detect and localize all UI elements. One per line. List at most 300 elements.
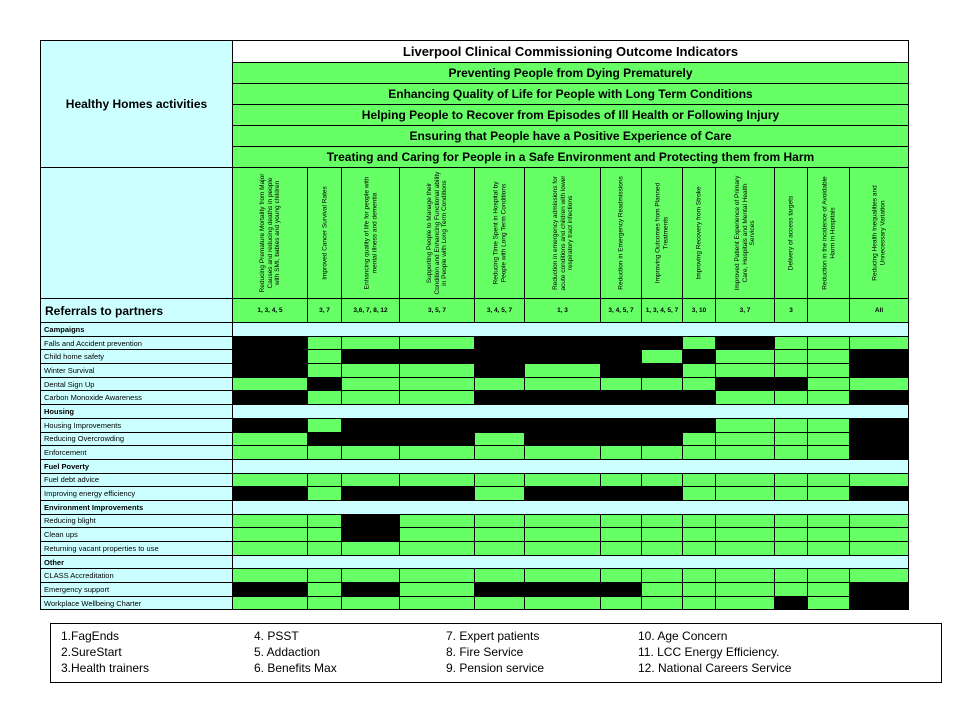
referral-code <box>808 299 850 323</box>
table-row <box>41 514 909 528</box>
table-row <box>41 432 909 446</box>
domain-2: Enhancing Quality of Life for People with Long Term Conditions <box>233 84 909 105</box>
black-cell <box>642 336 683 350</box>
green-cell <box>808 350 850 364</box>
referral-code: 3,6, 7, 8, 12 <box>342 299 400 323</box>
green-cell <box>808 446 850 460</box>
black-cell <box>308 432 342 446</box>
referrals-label: Referrals to partners <box>41 299 233 323</box>
black-cell <box>525 418 601 432</box>
green-cell <box>775 446 808 460</box>
black-cell <box>601 364 642 378</box>
green-cell <box>683 583 716 597</box>
table-row <box>41 446 909 460</box>
activity-label: Clean ups <box>41 528 233 542</box>
green-cell <box>850 569 909 583</box>
green-cell <box>233 596 308 610</box>
green-cell <box>716 542 775 556</box>
black-cell <box>601 487 642 501</box>
black-cell <box>525 487 601 501</box>
black-cell <box>233 583 308 597</box>
black-cell <box>642 432 683 446</box>
green-cell <box>475 542 525 556</box>
green-cell <box>525 596 601 610</box>
green-cell <box>475 446 525 460</box>
green-cell <box>525 364 601 378</box>
black-cell <box>601 391 642 405</box>
green-cell <box>400 583 475 597</box>
legend-item: 4. PSST <box>254 629 299 643</box>
table-row <box>41 583 909 597</box>
green-cell <box>642 583 683 597</box>
black-cell <box>716 377 775 391</box>
black-cell <box>850 391 909 405</box>
black-cell <box>642 391 683 405</box>
green-cell <box>342 596 400 610</box>
green-cell <box>683 528 716 542</box>
green-cell <box>308 542 342 556</box>
black-cell <box>850 364 909 378</box>
domain-1: Preventing People from Dying Prematurely <box>233 63 909 84</box>
green-cell <box>400 569 475 583</box>
legend-column <box>446 628 544 676</box>
section-label: Fuel Poverty <box>41 459 233 473</box>
green-cell <box>475 569 525 583</box>
green-cell <box>716 432 775 446</box>
green-cell <box>308 418 342 432</box>
domain-5: Treating and Caring for People in a Safe Environment and Protecting them from Harm <box>233 147 909 168</box>
indicator-header <box>683 168 716 299</box>
green-cell <box>601 569 642 583</box>
green-cell <box>342 446 400 460</box>
section-fill <box>233 459 909 473</box>
green-cell <box>775 350 808 364</box>
green-cell <box>716 446 775 460</box>
referral-code: 3, 10 <box>683 299 716 323</box>
activity-label: Housing Improvements <box>41 418 233 432</box>
activity-label: Returning vacant properties to use <box>41 542 233 556</box>
table-row <box>41 596 909 610</box>
section-row <box>41 500 909 514</box>
green-cell <box>308 569 342 583</box>
green-cell <box>808 364 850 378</box>
black-cell <box>683 350 716 364</box>
green-cell <box>716 514 775 528</box>
activity-label: Emergency support <box>41 583 233 597</box>
legend-item: 8. Fire Service <box>446 645 524 659</box>
green-cell <box>642 473 683 487</box>
black-cell <box>525 583 601 597</box>
green-cell <box>342 377 400 391</box>
black-cell <box>233 418 308 432</box>
green-cell <box>683 432 716 446</box>
green-cell <box>850 528 909 542</box>
section-fill <box>233 405 909 419</box>
black-cell <box>342 583 400 597</box>
black-cell <box>342 418 400 432</box>
activity-label: Improving energy efficiency <box>41 487 233 501</box>
legend-item: 9. Pension service <box>446 661 545 675</box>
green-cell <box>683 596 716 610</box>
black-cell <box>601 350 642 364</box>
table-row <box>41 473 909 487</box>
green-cell <box>642 569 683 583</box>
black-cell <box>475 364 525 378</box>
green-cell <box>716 528 775 542</box>
green-cell <box>342 473 400 487</box>
black-cell <box>850 487 909 501</box>
green-cell <box>475 432 525 446</box>
black-cell <box>400 418 475 432</box>
green-cell <box>850 542 909 556</box>
black-cell <box>642 364 683 378</box>
indicator-label: Supporting People to Manage their Condition and Enhancing Functional ability in People with Long Term Conditions <box>425 171 448 295</box>
green-cell <box>601 473 642 487</box>
green-cell <box>308 473 342 487</box>
green-cell <box>601 377 642 391</box>
green-cell <box>525 528 601 542</box>
green-cell <box>642 596 683 610</box>
table-row <box>41 569 909 583</box>
activity-label: Enforcement <box>41 446 233 460</box>
black-cell <box>475 391 525 405</box>
green-cell <box>642 514 683 528</box>
black-cell <box>475 418 525 432</box>
green-cell <box>308 350 342 364</box>
green-cell <box>683 336 716 350</box>
black-cell <box>716 336 775 350</box>
referral-code: 3, 4, 5, 7 <box>475 299 525 323</box>
healthy-homes-header: Healthy Homes activities <box>41 41 233 168</box>
legend-column <box>254 628 337 676</box>
black-cell <box>601 336 642 350</box>
indicator-label: Reduction in Emergency Readmissions <box>617 176 625 290</box>
indicator-label: Reduction in the incidence of Avoidable Harm in Hospitals <box>821 176 836 290</box>
green-cell <box>716 487 775 501</box>
green-cell <box>601 542 642 556</box>
legend-column <box>61 628 149 676</box>
section-row <box>41 555 909 569</box>
referral-code: 3 <box>775 299 808 323</box>
legend-item: 10. Age Concern <box>638 629 728 643</box>
green-cell <box>525 514 601 528</box>
green-cell <box>808 377 850 391</box>
legend-item: 6. Benefits Max <box>254 661 337 675</box>
domain-4: Ensuring that People have a Positive Experience of Care <box>233 126 909 147</box>
table-row <box>41 350 909 364</box>
green-cell <box>601 528 642 542</box>
black-cell <box>775 596 808 610</box>
black-cell <box>475 336 525 350</box>
table-row <box>41 377 909 391</box>
section-fill <box>233 323 909 337</box>
green-cell <box>775 487 808 501</box>
table-row <box>41 364 909 378</box>
green-cell <box>683 446 716 460</box>
black-cell <box>850 446 909 460</box>
activity-label: Winter Survival <box>41 364 233 378</box>
green-cell <box>808 418 850 432</box>
activity-label: Workplace Wellbeing Charter <box>41 596 233 610</box>
activity-label: Reducing Overcrowding <box>41 432 233 446</box>
green-cell <box>850 377 909 391</box>
indicator-header <box>716 168 775 299</box>
green-cell <box>775 432 808 446</box>
green-cell <box>400 391 475 405</box>
green-cell <box>400 542 475 556</box>
legend-item: 7. Expert patients <box>446 629 540 643</box>
green-cell <box>642 446 683 460</box>
green-cell <box>308 364 342 378</box>
green-cell <box>808 391 850 405</box>
green-cell <box>475 528 525 542</box>
black-cell <box>642 418 683 432</box>
green-cell <box>642 350 683 364</box>
indicator-header <box>601 168 642 299</box>
green-cell <box>775 542 808 556</box>
indicator-header <box>775 168 808 299</box>
section-row <box>41 405 909 419</box>
black-cell <box>400 350 475 364</box>
green-cell <box>683 487 716 501</box>
black-cell <box>400 432 475 446</box>
legend-item: 5. Addaction <box>254 645 321 659</box>
green-cell <box>716 473 775 487</box>
legend-item: 11. LCC Energy Efficiency. <box>638 645 780 659</box>
green-cell <box>233 528 308 542</box>
indicator-label: Reducing Health Inequalities and Unnecessary Variation <box>871 185 886 281</box>
green-cell <box>400 596 475 610</box>
black-cell <box>683 391 716 405</box>
black-cell <box>601 418 642 432</box>
black-cell <box>233 350 308 364</box>
legend-column <box>638 628 791 676</box>
green-cell <box>775 528 808 542</box>
green-cell <box>808 473 850 487</box>
green-cell <box>525 542 601 556</box>
green-cell <box>850 336 909 350</box>
green-cell <box>342 569 400 583</box>
table-title: Liverpool Clinical Commissioning Outcome Indicators <box>233 41 909 63</box>
referral-code: 3, 7 <box>716 299 775 323</box>
green-cell <box>642 542 683 556</box>
indicator-header <box>400 168 475 299</box>
green-cell <box>475 487 525 501</box>
green-cell <box>233 569 308 583</box>
section-label: Campaigns <box>41 323 233 337</box>
black-cell <box>775 377 808 391</box>
green-cell <box>716 364 775 378</box>
green-cell <box>601 514 642 528</box>
green-cell <box>683 569 716 583</box>
activity-label: Fuel debt advice <box>41 473 233 487</box>
green-cell <box>775 473 808 487</box>
black-cell <box>308 377 342 391</box>
black-cell <box>233 336 308 350</box>
green-cell <box>400 528 475 542</box>
indicator-header <box>308 168 342 299</box>
black-cell <box>525 350 601 364</box>
referral-code: 1, 3 <box>525 299 601 323</box>
indicator-header <box>233 168 308 299</box>
green-cell <box>808 542 850 556</box>
green-cell <box>808 336 850 350</box>
table-row <box>41 418 909 432</box>
indicator-header <box>808 168 850 299</box>
partner-legend <box>50 623 942 683</box>
green-cell <box>342 542 400 556</box>
green-cell <box>808 432 850 446</box>
black-cell <box>850 432 909 446</box>
indicator-label: Reducing Premature Mortality from Major Causes and reducing deaths in people with SMI, babies and young children <box>258 173 281 293</box>
green-cell <box>475 596 525 610</box>
green-cell <box>342 391 400 405</box>
green-cell <box>525 569 601 583</box>
green-cell <box>716 350 775 364</box>
green-cell <box>308 487 342 501</box>
section-label: Environment Improvements <box>41 500 233 514</box>
green-cell <box>233 377 308 391</box>
green-cell <box>400 446 475 460</box>
black-cell <box>475 350 525 364</box>
indicator-label: Reduction in emergency admissions for acute conditions and children with lower respiratory tract infections <box>551 175 574 291</box>
green-cell <box>475 377 525 391</box>
green-cell <box>808 569 850 583</box>
black-cell <box>683 418 716 432</box>
domain-3: Helping People to Recover from Episodes of Ill Health or Following Injury <box>233 105 909 126</box>
green-cell <box>683 473 716 487</box>
indicator-header <box>475 168 525 299</box>
black-cell <box>475 583 525 597</box>
green-cell <box>683 542 716 556</box>
activity-label: Child home safety <box>41 350 233 364</box>
black-cell <box>850 583 909 597</box>
indicator-header <box>342 168 400 299</box>
black-cell <box>850 418 909 432</box>
referral-code: 3, 7 <box>308 299 342 323</box>
green-cell <box>642 377 683 391</box>
green-cell <box>400 364 475 378</box>
green-cell <box>400 514 475 528</box>
green-cell <box>716 569 775 583</box>
green-cell <box>775 569 808 583</box>
green-cell <box>233 473 308 487</box>
green-cell <box>475 473 525 487</box>
table-row <box>41 542 909 556</box>
green-cell <box>342 336 400 350</box>
referral-code: 3, 5, 7 <box>400 299 475 323</box>
green-cell <box>475 514 525 528</box>
green-cell <box>233 432 308 446</box>
indicator-label: Enhancing quality of life for people with mental illness and dementia <box>363 176 378 290</box>
indicator-label: Improved Patient Experience of Primary Care, Hospitals and Mental Health Services <box>733 175 756 291</box>
black-cell <box>342 487 400 501</box>
indicator-label: Delivery of access targets <box>787 195 795 271</box>
indicator-header <box>525 168 601 299</box>
indicator-label: Reducing Time Spent in Hospital by People with Long Term Conditions <box>492 181 507 285</box>
green-cell <box>601 596 642 610</box>
referral-code: All <box>850 299 909 323</box>
indicator-label: Improving Recovery from Stroke <box>695 186 703 280</box>
black-cell <box>400 487 475 501</box>
section-row <box>41 459 909 473</box>
green-cell <box>400 473 475 487</box>
activity-label: Falls and Accident prevention <box>41 336 233 350</box>
green-cell <box>308 583 342 597</box>
activity-label: Reducing blight <box>41 514 233 528</box>
activity-label: Carbon Monoxide Awareness <box>41 391 233 405</box>
green-cell <box>308 391 342 405</box>
green-cell <box>775 514 808 528</box>
green-cell <box>775 364 808 378</box>
section-label: Housing <box>41 405 233 419</box>
green-cell <box>775 336 808 350</box>
black-cell <box>850 596 909 610</box>
black-cell <box>342 528 400 542</box>
legend-item: 3.Health trainers <box>61 661 150 675</box>
green-cell <box>808 596 850 610</box>
green-cell <box>308 596 342 610</box>
black-cell <box>233 391 308 405</box>
section-fill <box>233 555 909 569</box>
green-cell <box>683 377 716 391</box>
section-label: Other <box>41 555 233 569</box>
green-cell <box>525 377 601 391</box>
green-cell <box>233 446 308 460</box>
green-cell <box>308 528 342 542</box>
black-cell <box>233 364 308 378</box>
green-cell <box>850 473 909 487</box>
section-fill <box>233 500 909 514</box>
black-cell <box>342 514 400 528</box>
green-cell <box>308 336 342 350</box>
black-cell <box>601 583 642 597</box>
green-cell <box>775 391 808 405</box>
black-cell <box>525 336 601 350</box>
referral-code: 3, 4, 5, 7 <box>601 299 642 323</box>
green-cell <box>642 528 683 542</box>
green-cell <box>525 473 601 487</box>
green-cell <box>308 446 342 460</box>
green-cell <box>342 364 400 378</box>
green-cell <box>233 514 308 528</box>
green-cell <box>808 514 850 528</box>
green-cell <box>808 528 850 542</box>
table-row <box>41 487 909 501</box>
green-cell <box>233 542 308 556</box>
green-cell <box>716 418 775 432</box>
section-row <box>41 323 909 337</box>
green-cell <box>400 377 475 391</box>
indicator-header <box>850 168 909 299</box>
indicator-label: Improved Cancer Survival Rates <box>320 186 328 280</box>
table-row <box>41 528 909 542</box>
black-cell <box>525 391 601 405</box>
green-cell <box>716 596 775 610</box>
outcome-indicators-table <box>40 40 909 610</box>
activity-label: Dental Sign Up <box>41 377 233 391</box>
green-cell <box>850 514 909 528</box>
green-cell <box>716 583 775 597</box>
black-cell <box>233 487 308 501</box>
legend-item: 1.FagEnds <box>61 629 120 643</box>
green-cell <box>683 514 716 528</box>
green-cell <box>400 336 475 350</box>
green-cell <box>525 446 601 460</box>
green-cell <box>716 391 775 405</box>
indicator-label: Improving Outcomes from Planned Treatments <box>654 182 669 284</box>
green-cell <box>601 446 642 460</box>
